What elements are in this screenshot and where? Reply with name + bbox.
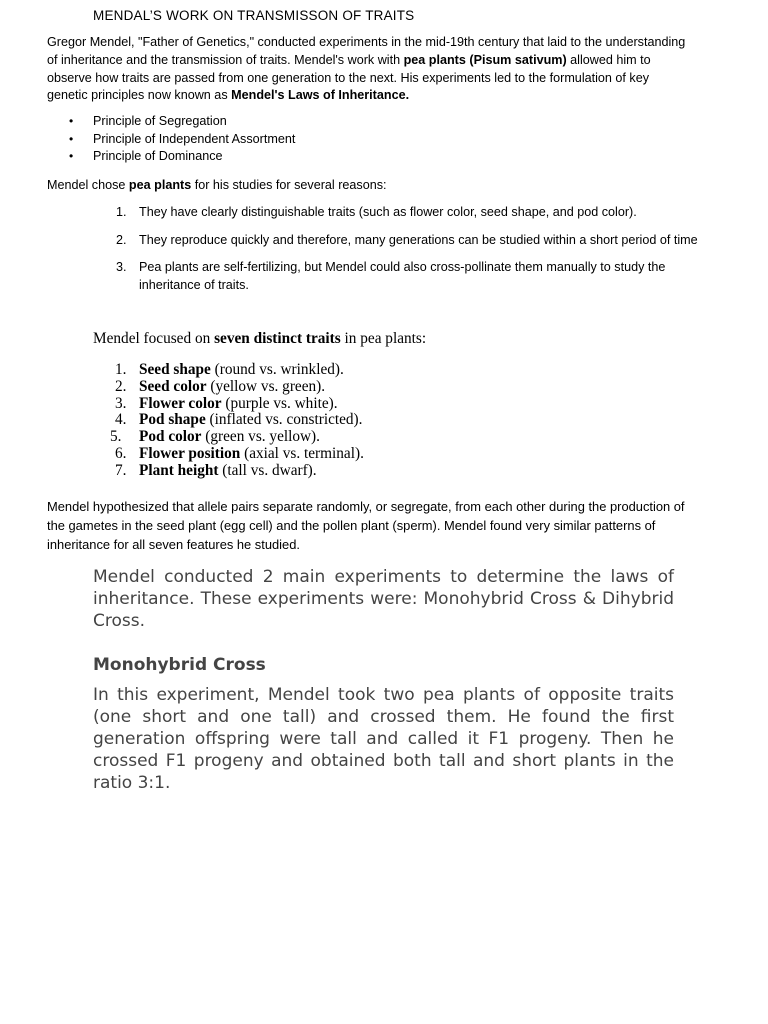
traits-intro-text-2: in pea plants: [340,330,427,347]
list-item [47,131,687,149]
reasons-intro-text-1: Mendel chose [47,178,129,192]
traits-intro-bold: seven distinct traits [214,330,341,347]
traits-intro [93,329,693,349]
list-item [93,396,693,413]
list-number: 2. [115,377,127,395]
traits-list [93,362,693,480]
bullet-icon: • [69,114,74,128]
trait-detail: (green vs. yellow). [201,428,320,446]
list-number: 5. [110,428,122,446]
list-number: 2. [116,232,127,247]
reasons-intro [47,177,687,195]
trait-name: Pod shape [139,411,206,429]
reasons-intro-bold: pea plants [128,178,192,192]
trait-detail: (purple vs. white). [221,394,338,412]
intro-bold-laws: Mendel's Laws of Inheritance. [231,88,410,103]
reasons-list [93,204,698,304]
intro-bold-pea-plants: pea plants (Pisum sativum) [403,52,567,67]
list-number: 3. [115,394,127,412]
list-number: 1. [115,361,127,378]
list-item [93,259,698,294]
list-item [47,148,687,166]
list-item [47,113,687,131]
principle-label: Principle of Independent Assortment [93,131,296,146]
principle-label: Principle of Segregation [93,114,227,128]
list-number: 1. [116,205,127,219]
intro-paragraph [47,34,687,105]
document-title: MENDAL’S WORK ON TRANSMISSON OF TRAITS [93,8,415,23]
list-number: 3. [116,260,127,274]
list-item [93,379,693,396]
reasons-intro-text-2: for his studies for several reasons: [191,178,387,192]
hypothesis-paragraph: Mendel hypothesized that allele pairs separate randomly, or segregate, from each other during the production of the gametes in the seed plant (egg cell) and the pollen plant (sperm). Mendel found very similar patterns of inheritance for all seven features he studied. [47,499,685,553]
trait-detail: (tall vs. dwarf). [218,461,317,479]
principles-list [47,113,687,166]
trait-name: Flower position [139,444,241,462]
list-number: 7. [115,461,127,479]
trait-detail: (inflated vs. constricted). [205,411,363,429]
traits-intro-text-1: Mendel focused on [93,330,215,347]
list-item [93,463,693,480]
monohybrid-heading: Monohybrid Cross [93,655,266,675]
trait-name: Pod color [139,428,202,446]
trait-name: Flower color [139,394,222,412]
list-number: 4. [115,411,127,429]
intro-text-1: Gregor Mendel, "Father of Genetics," conducted experiments in the mid-19th century that laid to the understanding of inheritance and the transmission of traits. Mendel's work with [47,35,686,67]
reason-text: Pea plants are self-fertilizing, but Mendel could also cross-pollinate them manually to study the inheritance of traits. [139,260,666,292]
bullet-icon: • [69,149,74,163]
trait-name: Seed color [139,377,207,395]
list-item [93,232,698,250]
list-item [93,204,698,222]
bullet-icon: • [69,131,74,146]
list-item [93,362,693,379]
list-item [93,446,693,463]
list-number: 6. [115,444,127,462]
list-item [93,412,693,429]
experiments-intro-paragraph: Mendel conducted 2 main experiments to determine the laws of inheritance. These experiments were: Monohybrid Cross & Dihybrid Cross. [93,567,674,631]
monohybrid-paragraph: In this experiment, Mendel took two pea plants of opposite traits (one short and one tall) and crossed them. He found the first generation offspring were tall and called it F1 progeny. Then he crossed F1 progeny and obtained both tall and short plants in the ratio 3:1. [93,685,674,793]
trait-detail: (round vs. wrinkled). [210,361,344,378]
list-item [93,429,693,446]
trait-detail: (axial vs. terminal). [240,444,364,462]
reason-text: They reproduce quickly and therefore, many generations can be studied within a short period of time [139,232,698,247]
trait-name: Plant height [139,461,219,479]
trait-name: Seed shape [139,361,211,378]
principle-label: Principle of Dominance [93,149,223,163]
intro-text-2: allowed him to observe how traits are passed from one generation to the next. His experiments led to the formulation of key genetic principles now known as [47,52,651,103]
reason-text: They have clearly distinguishable traits (such as flower color, seed shape, and pod color). [139,205,637,219]
trait-detail: (yellow vs. green). [206,377,326,395]
